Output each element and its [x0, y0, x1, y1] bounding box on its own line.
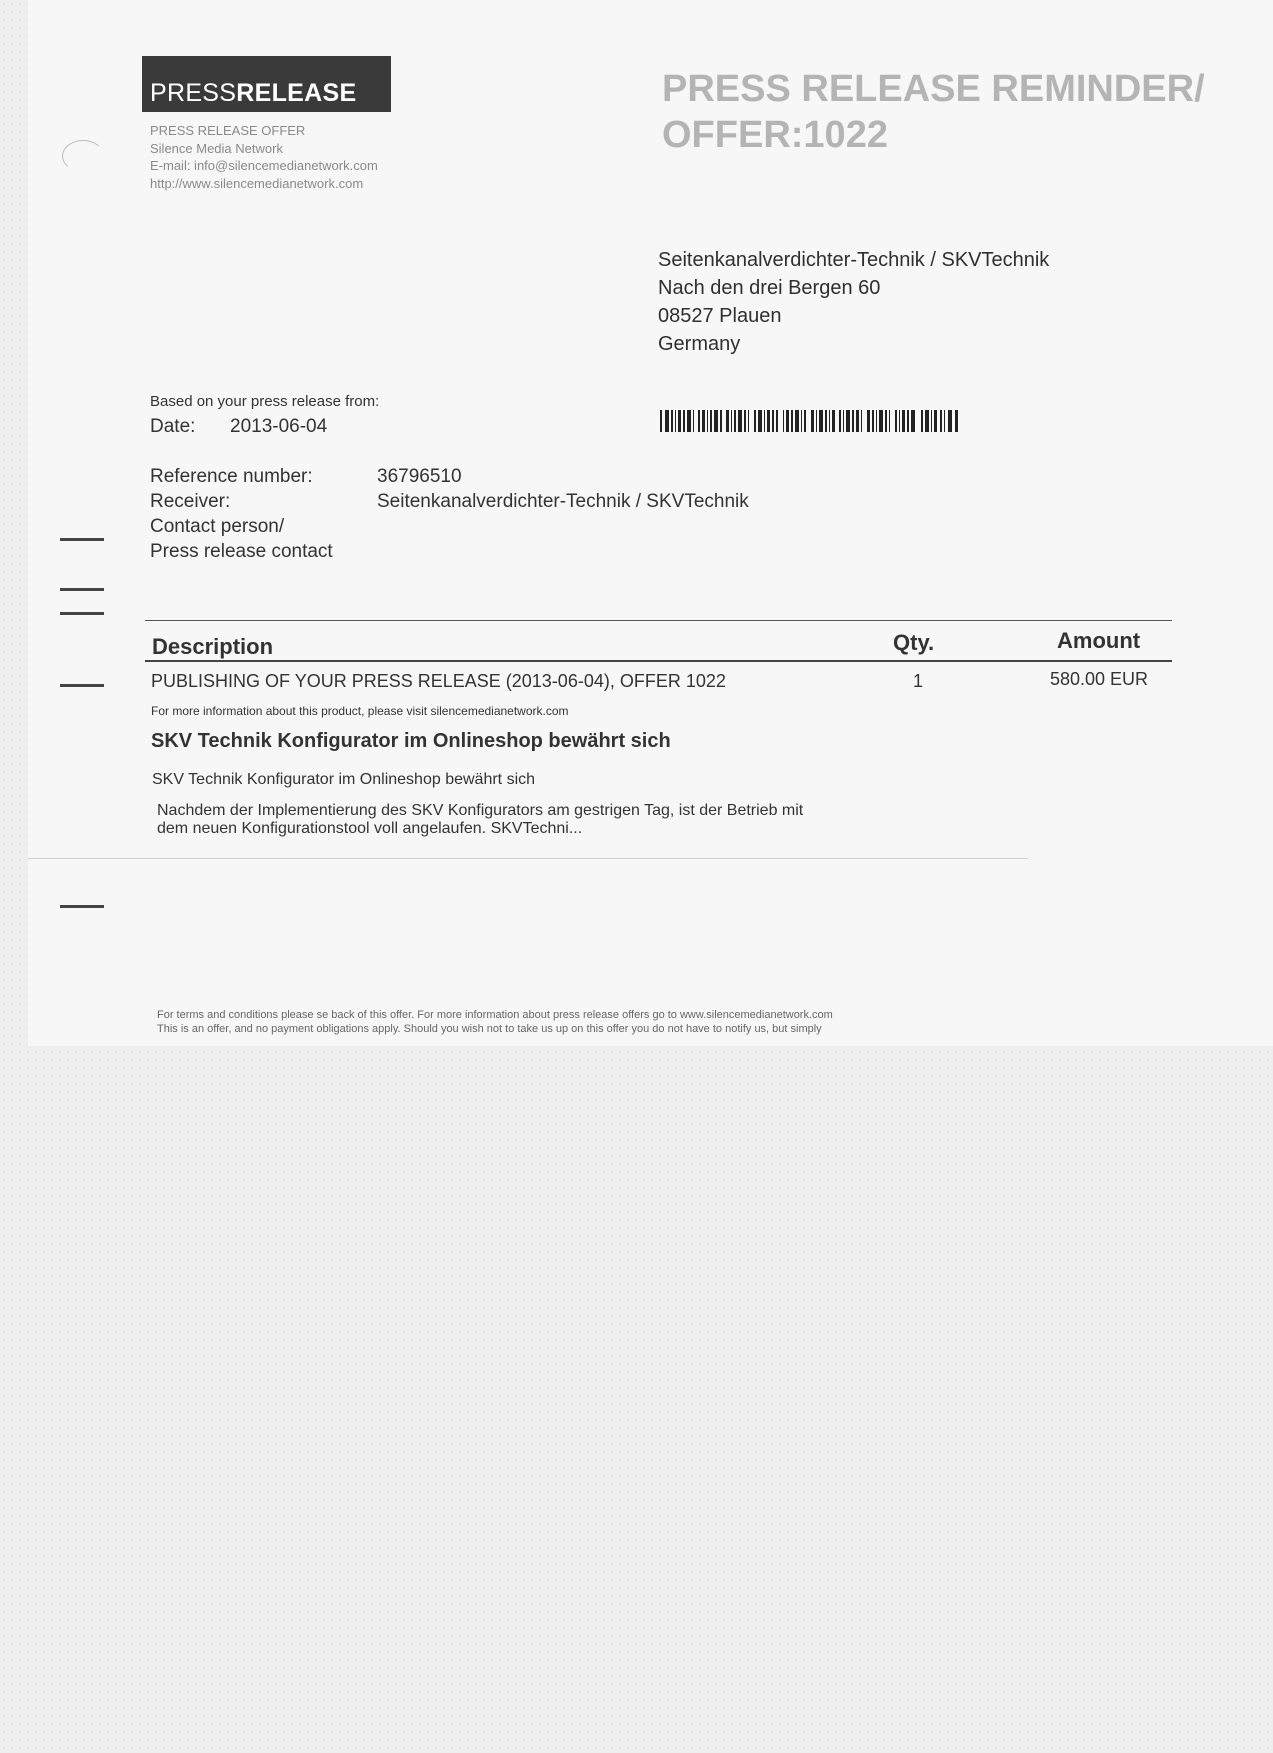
receiver-value: Seitenkanalverdichter-Technik / SKVTechnik: [377, 491, 749, 512]
punch-mark: [60, 588, 104, 591]
column-header-amount: Amount: [1057, 628, 1141, 653]
logo-text-light: PRESS: [150, 79, 237, 107]
punch-mark: [60, 538, 104, 541]
recipient-name: Seitenkanalverdichter-Technik / SKVTechnik: [658, 249, 1050, 271]
table-top-rule: [145, 620, 1172, 621]
item-qty: 1: [913, 671, 924, 691]
sender-website: http://www.silencemedianetwork.com: [150, 175, 364, 191]
reference-details: [150, 464, 749, 564]
punch-mark: [60, 905, 104, 908]
reference-number-value: 36796510: [377, 466, 462, 487]
sender-company: Silence Media Network: [150, 140, 283, 156]
sender-block: [150, 122, 378, 192]
recipient-city: 08527 Plauen: [658, 305, 782, 327]
press-release-logo: [142, 56, 391, 112]
date-value: 2013-06-04: [230, 416, 328, 437]
press-release-excerpt: [157, 802, 877, 838]
punch-mark: [60, 684, 104, 687]
title-line-2: OFFER:1022: [662, 114, 888, 156]
reference-row: [150, 464, 749, 489]
fold-line: [28, 858, 1028, 859]
column-header-description: Description: [152, 634, 274, 659]
recipient-street: Nach den drei Bergen 60: [658, 277, 881, 299]
title-line-1: PRESS RELEASE REMINDER/: [662, 68, 1205, 110]
table-header-rule: [145, 660, 1172, 662]
based-on-label: Based on your press release from:: [150, 393, 380, 410]
contact-person-label: Contact person/: [150, 516, 285, 537]
press-release-subhead: SKV Technik Konfigurator im Onlineshop bewährt sich: [152, 771, 536, 788]
product-info-note: For more information about this product, please visit silencemedianetwork.com: [151, 704, 569, 718]
item-amount: 580.00 EUR: [1050, 669, 1149, 689]
contact-row: [150, 514, 749, 539]
sender-line: PRESS RELEASE OFFER: [150, 123, 306, 138]
press-release-headline: SKV Technik Konfigurator im Onlineshop bewährt sich: [151, 730, 671, 752]
punch-mark: [60, 612, 104, 615]
receiver-row: [150, 489, 749, 514]
date-label: Date:: [150, 416, 196, 437]
document-title: [662, 66, 1205, 158]
contact-row-2: [150, 539, 749, 564]
barcode: [660, 410, 960, 432]
item-description: PUBLISHING OF YOUR PRESS RELEASE (2013-06-04), OFFER 1022: [151, 671, 726, 691]
sender-email: E-mail: info@silencemedianetwork.com: [150, 158, 378, 173]
receiver-label: Receiver:: [150, 491, 231, 512]
logo-text-bold: RELEASE: [236, 79, 357, 107]
recipient-address: [658, 246, 1049, 358]
excerpt-line-2: dem neuen Konfigurationstool voll angelaufen. SKVTechni...: [157, 820, 583, 837]
terms-line-1: For terms and conditions please se back of this offer. For more information about press release offers go to www.silencemedianetwork.com: [157, 1009, 833, 1021]
press-release-contact-label: Press release contact: [150, 541, 333, 562]
punch-hole: [62, 140, 104, 172]
terms-line-2: This is an offer, and no payment obligations apply. Should you wish not to take us up on this offer you do not have to notify us, but simply: [157, 1023, 822, 1035]
terms-footer: [157, 1008, 897, 1036]
reference-number-label: Reference number:: [150, 466, 313, 487]
excerpt-line-1: Nachdem der Implementierung des SKV Konfigurators am gestrigen Tag, ist der Betrieb mit: [157, 802, 804, 819]
recipient-country: Germany: [658, 333, 741, 355]
column-header-qty: Qty.: [893, 630, 935, 655]
